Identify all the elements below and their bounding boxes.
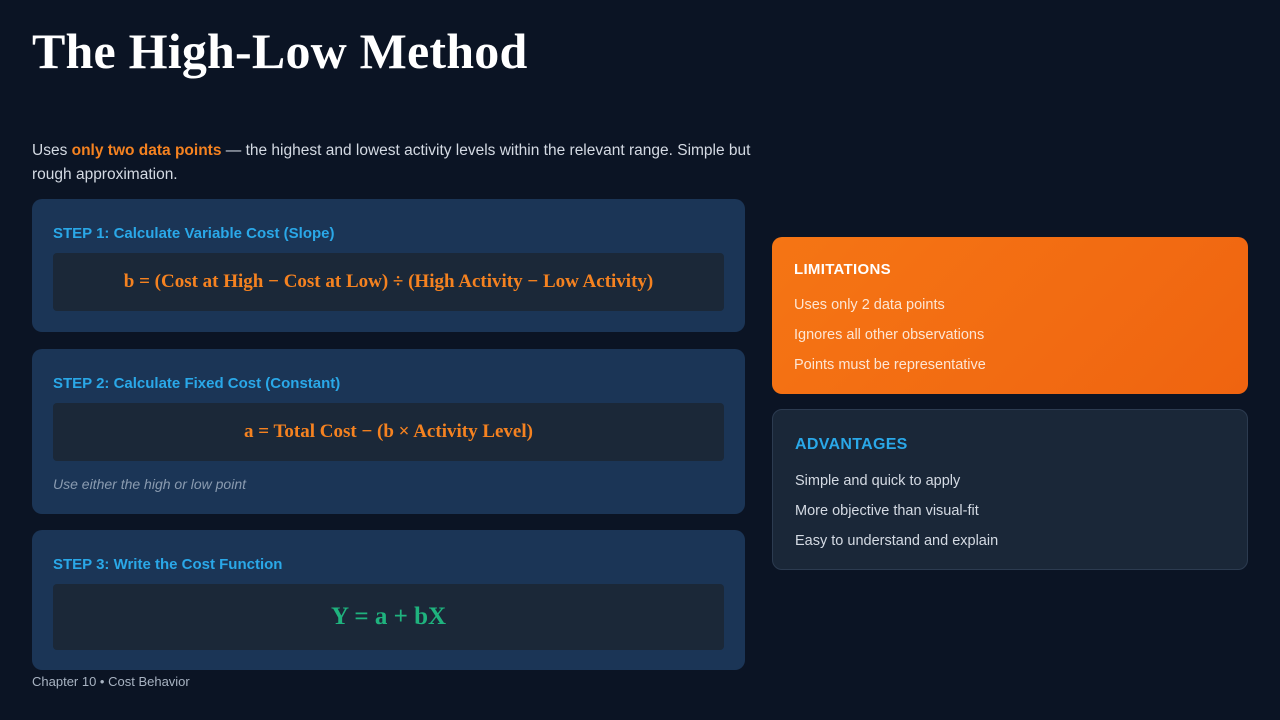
step-1-label: STEP 1: Calculate Variable Cost (Slope) (53, 225, 335, 242)
intro-highlight: only two data points (71, 142, 222, 159)
advantages-heading: ADVANTAGES (795, 436, 908, 453)
limitations-item: Points must be representative (794, 357, 986, 373)
step-2-formula: a = Total Cost − (b × Activity Level) (53, 403, 724, 461)
step-3-formula: Y = a + bX (53, 584, 724, 650)
step-1-formula: b = (Cost at High − Cost at Low) ÷ (High Activity − Low Activity) (53, 253, 724, 311)
footer-chapter: Chapter 10 • Cost Behavior (32, 674, 190, 689)
intro-suffix: — the highest and lowest activity levels within the relevant range. Simple but rough approximation. (32, 142, 751, 183)
limitations-list (794, 290, 1226, 380)
advantages-item: Simple and quick to apply (795, 473, 961, 489)
step-2-card (32, 349, 745, 514)
advantages-list (795, 466, 1225, 556)
page-title: The High-Low Method (32, 23, 528, 79)
step-1-card (32, 199, 745, 332)
advantages-item: More objective than visual-fit (795, 503, 979, 519)
step-2-label: STEP 2: Calculate Fixed Cost (Constant) (53, 375, 341, 392)
step-3-label: STEP 3: Write the Cost Function (53, 556, 283, 573)
intro-text (32, 139, 762, 187)
step-2-note: Use either the high or low point (53, 476, 246, 492)
limitations-panel (772, 237, 1248, 394)
limitations-item: Uses only 2 data points (794, 297, 945, 313)
limitations-item: Ignores all other observations (794, 327, 985, 343)
limitations-heading: LIMITATIONS (794, 261, 891, 278)
intro-prefix: Uses (32, 142, 72, 159)
step-3-card (32, 530, 745, 670)
advantages-item: Easy to understand and explain (795, 533, 999, 549)
advantages-panel (772, 409, 1248, 570)
